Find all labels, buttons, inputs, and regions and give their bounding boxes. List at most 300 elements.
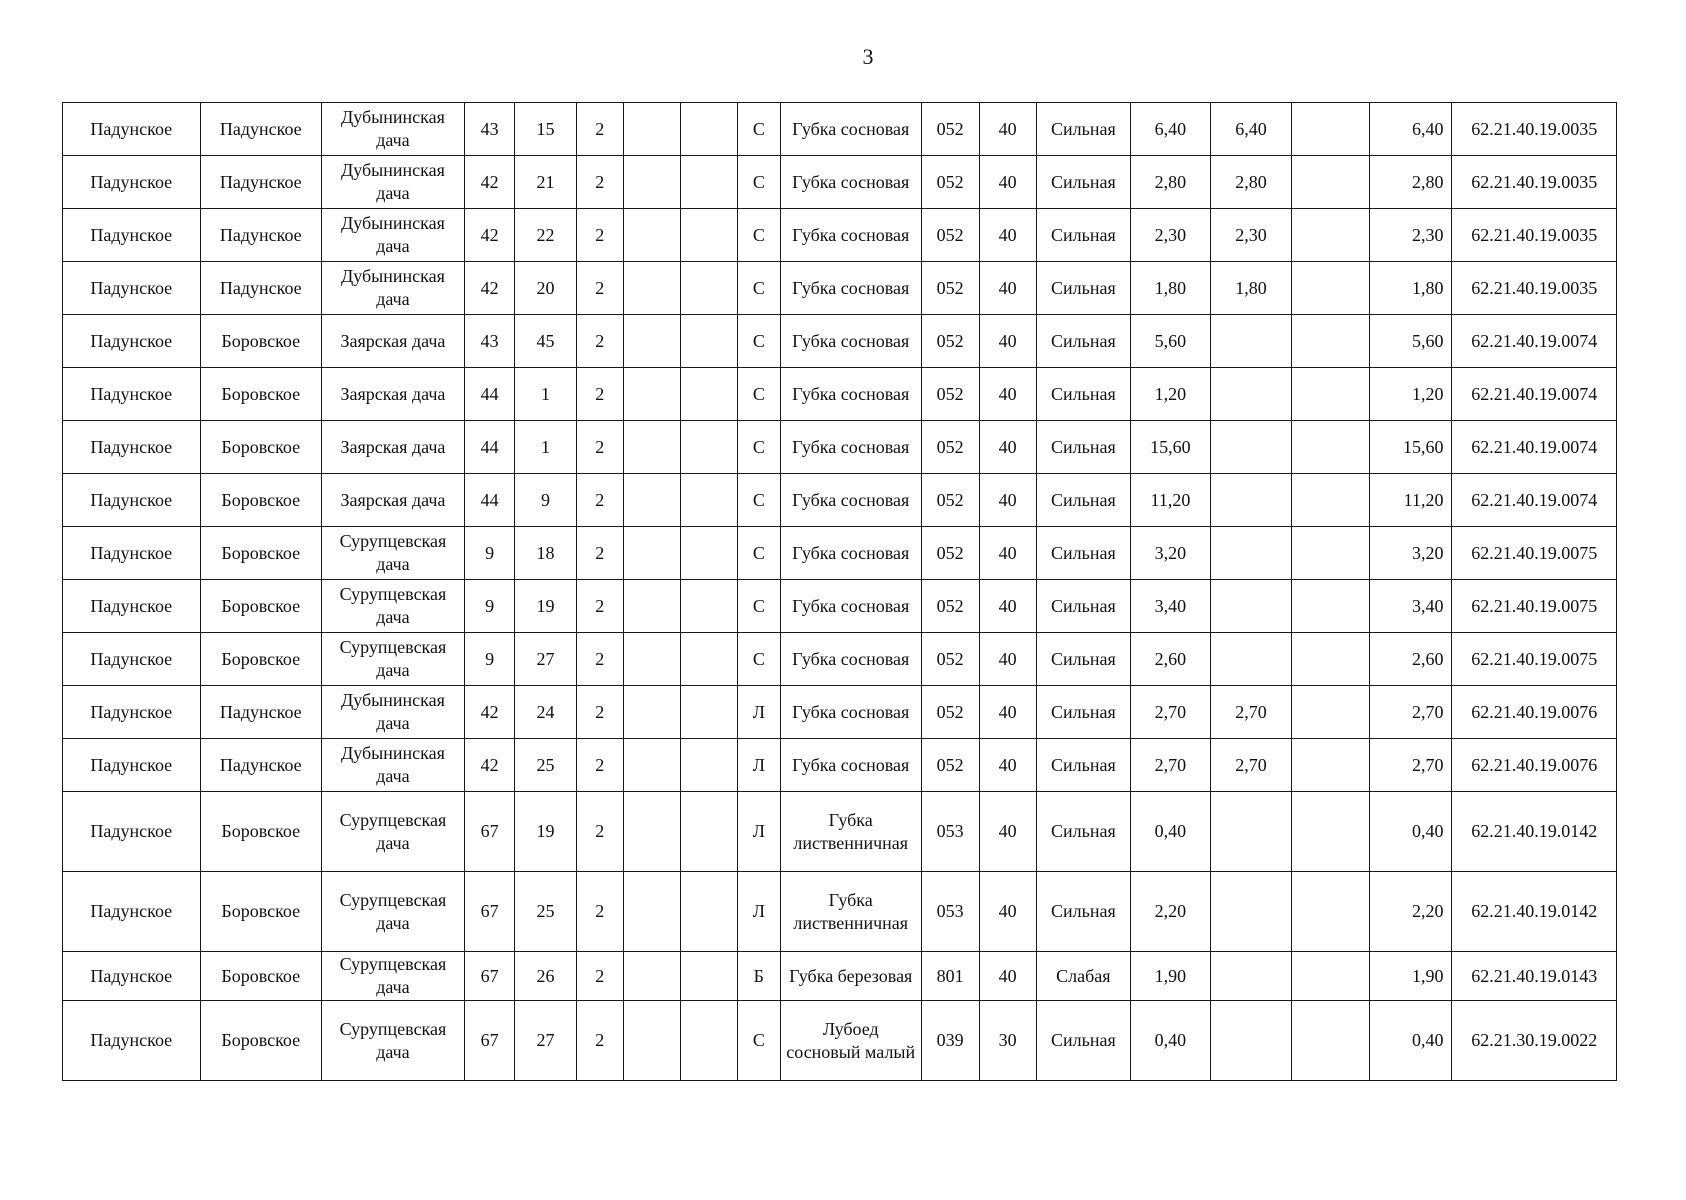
cell-col-7 <box>623 368 680 421</box>
cell-quarter: 43 <box>464 315 515 368</box>
cell-plot: 2 <box>576 156 623 209</box>
cell-pest-code: 052 <box>921 580 979 633</box>
cell-quarter: 67 <box>464 872 515 952</box>
cell-area-c: 1,90 <box>1369 952 1452 1001</box>
cell-damage-code: 40 <box>979 262 1036 315</box>
cell-area-b <box>1292 952 1369 1001</box>
cell-species: С <box>737 527 780 580</box>
cell-pest: Губка сосновая <box>780 421 921 474</box>
cell-district-forestry: Боровское <box>200 580 321 633</box>
cell-dacha: Заярская дача <box>321 474 464 527</box>
cell-pest: Губка сосновая <box>780 262 921 315</box>
cell-intensity: Сильная <box>1036 368 1131 421</box>
table-row <box>63 1001 1617 1081</box>
cell-pest: Губка сосновая <box>780 527 921 580</box>
cell-area-c: 5,60 <box>1369 315 1452 368</box>
cell-area-total: 6,40 <box>1131 103 1211 156</box>
cell-quarter: 44 <box>464 421 515 474</box>
cell-forestry: Падунское <box>63 527 201 580</box>
cell-quarter: 42 <box>464 156 515 209</box>
cell-damage-code: 40 <box>979 792 1036 872</box>
cell-plot: 2 <box>576 739 623 792</box>
cell-area-total: 2,70 <box>1131 739 1211 792</box>
cell-code: 62.21.30.19.0022 <box>1452 1001 1617 1081</box>
cell-quarter: 67 <box>464 952 515 1001</box>
cell-area-total: 5,60 <box>1131 315 1211 368</box>
cell-species: С <box>737 262 780 315</box>
cell-area-c: 2,20 <box>1369 872 1452 952</box>
cell-forestry: Падунское <box>63 262 201 315</box>
cell-area-total: 1,20 <box>1131 368 1211 421</box>
cell-pest: Губка сосновая <box>780 315 921 368</box>
cell-allotment: 15 <box>515 103 576 156</box>
cell-pest-code: 052 <box>921 103 979 156</box>
cell-code: 62.21.40.19.0142 <box>1452 872 1617 952</box>
cell-pest-code: 039 <box>921 1001 979 1081</box>
cell-col-8 <box>680 315 737 368</box>
cell-dacha: Дубынинская дача <box>321 262 464 315</box>
cell-code: 62.21.40.19.0076 <box>1452 739 1617 792</box>
cell-intensity: Сильная <box>1036 1001 1131 1081</box>
cell-forestry: Падунское <box>63 872 201 952</box>
cell-damage-code: 40 <box>979 872 1036 952</box>
data-table <box>62 102 1617 1081</box>
cell-species: С <box>737 103 780 156</box>
cell-col-7 <box>623 209 680 262</box>
cell-damage-code: 40 <box>979 103 1036 156</box>
cell-forestry: Падунское <box>63 474 201 527</box>
cell-plot: 2 <box>576 633 623 686</box>
cell-area-b <box>1292 633 1369 686</box>
cell-forestry: Падунское <box>63 156 201 209</box>
table-row <box>63 633 1617 686</box>
cell-col-8 <box>680 872 737 952</box>
cell-col-8 <box>680 262 737 315</box>
cell-pest-code: 052 <box>921 156 979 209</box>
cell-pest-code: 052 <box>921 209 979 262</box>
cell-dacha: Сурупцевская дача <box>321 1001 464 1081</box>
cell-district-forestry: Боровское <box>200 633 321 686</box>
cell-col-7 <box>623 156 680 209</box>
cell-forestry: Падунское <box>63 952 201 1001</box>
cell-quarter: 44 <box>464 474 515 527</box>
cell-area-c: 6,40 <box>1369 103 1452 156</box>
cell-pest: Губка сосновая <box>780 686 921 739</box>
cell-allotment: 22 <box>515 209 576 262</box>
cell-damage-code: 40 <box>979 633 1036 686</box>
cell-area-b <box>1292 156 1369 209</box>
cell-intensity: Сильная <box>1036 103 1131 156</box>
cell-area-c: 2,80 <box>1369 156 1452 209</box>
table-row <box>63 952 1617 1001</box>
cell-col-7 <box>623 872 680 952</box>
cell-pest: Губка сосновая <box>780 368 921 421</box>
cell-plot: 2 <box>576 474 623 527</box>
cell-pest: Губка березовая <box>780 952 921 1001</box>
cell-code: 62.21.40.19.0142 <box>1452 792 1617 872</box>
cell-forestry: Падунское <box>63 315 201 368</box>
cell-allotment: 1 <box>515 368 576 421</box>
table-row <box>63 421 1617 474</box>
cell-damage-code: 40 <box>979 421 1036 474</box>
cell-district-forestry: Боровское <box>200 368 321 421</box>
cell-intensity: Сильная <box>1036 686 1131 739</box>
cell-pest: Губка лиственничная <box>780 872 921 952</box>
cell-area-b <box>1292 262 1369 315</box>
cell-intensity: Сильная <box>1036 209 1131 262</box>
table-row <box>63 368 1617 421</box>
cell-quarter: 9 <box>464 580 515 633</box>
cell-area-a <box>1210 792 1292 872</box>
cell-allotment: 19 <box>515 792 576 872</box>
table-row <box>63 156 1617 209</box>
cell-area-a <box>1210 315 1292 368</box>
table-body <box>63 103 1617 1081</box>
cell-species: Л <box>737 792 780 872</box>
cell-allotment: 21 <box>515 156 576 209</box>
cell-area-total: 2,20 <box>1131 872 1211 952</box>
cell-col-7 <box>623 1001 680 1081</box>
cell-pest: Губка сосновая <box>780 209 921 262</box>
cell-dacha: Сурупцевская дача <box>321 527 464 580</box>
cell-plot: 2 <box>576 792 623 872</box>
cell-col-8 <box>680 952 737 1001</box>
cell-area-a: 2,80 <box>1210 156 1292 209</box>
cell-code: 62.21.40.19.0074 <box>1452 315 1617 368</box>
cell-area-b <box>1292 315 1369 368</box>
cell-col-8 <box>680 792 737 872</box>
cell-damage-code: 40 <box>979 952 1036 1001</box>
cell-col-8 <box>680 474 737 527</box>
cell-district-forestry: Боровское <box>200 421 321 474</box>
cell-plot: 2 <box>576 421 623 474</box>
cell-species: С <box>737 209 780 262</box>
table-row <box>63 686 1617 739</box>
cell-allotment: 24 <box>515 686 576 739</box>
cell-area-total: 3,20 <box>1131 527 1211 580</box>
cell-col-7 <box>623 421 680 474</box>
cell-area-a <box>1210 872 1292 952</box>
cell-dacha: Дубынинская дача <box>321 209 464 262</box>
cell-quarter: 9 <box>464 633 515 686</box>
cell-forestry: Падунское <box>63 633 201 686</box>
cell-area-total: 0,40 <box>1131 1001 1211 1081</box>
cell-col-7 <box>623 686 680 739</box>
cell-area-total: 15,60 <box>1131 421 1211 474</box>
cell-area-a <box>1210 633 1292 686</box>
cell-code: 62.21.40.19.0074 <box>1452 421 1617 474</box>
cell-forestry: Падунское <box>63 368 201 421</box>
cell-quarter: 9 <box>464 527 515 580</box>
cell-pest-code: 052 <box>921 527 979 580</box>
cell-area-c: 15,60 <box>1369 421 1452 474</box>
cell-col-7 <box>623 474 680 527</box>
cell-forestry: Падунское <box>63 1001 201 1081</box>
cell-area-total: 2,70 <box>1131 686 1211 739</box>
cell-dacha: Заярская дача <box>321 421 464 474</box>
cell-dacha: Заярская дача <box>321 368 464 421</box>
cell-area-a <box>1210 527 1292 580</box>
cell-dacha: Заярская дача <box>321 315 464 368</box>
cell-area-total: 1,80 <box>1131 262 1211 315</box>
cell-district-forestry: Падунское <box>200 103 321 156</box>
cell-area-total: 3,40 <box>1131 580 1211 633</box>
cell-pest-code: 052 <box>921 474 979 527</box>
cell-code: 62.21.40.19.0076 <box>1452 686 1617 739</box>
cell-district-forestry: Боровское <box>200 1001 321 1081</box>
cell-dacha: Дубынинская дача <box>321 103 464 156</box>
cell-pest: Губка сосновая <box>780 580 921 633</box>
cell-damage-code: 40 <box>979 368 1036 421</box>
cell-allotment: 45 <box>515 315 576 368</box>
cell-species: Л <box>737 739 780 792</box>
cell-pest-code: 052 <box>921 686 979 739</box>
cell-col-7 <box>623 315 680 368</box>
cell-pest: Губка сосновая <box>780 633 921 686</box>
cell-code: 62.21.40.19.0035 <box>1452 156 1617 209</box>
cell-intensity: Сильная <box>1036 474 1131 527</box>
cell-pest: Лубоед сосновый малый <box>780 1001 921 1081</box>
cell-damage-code: 40 <box>979 156 1036 209</box>
cell-district-forestry: Боровское <box>200 952 321 1001</box>
cell-area-a: 2,70 <box>1210 739 1292 792</box>
cell-plot: 2 <box>576 315 623 368</box>
cell-area-a <box>1210 1001 1292 1081</box>
cell-area-total: 2,60 <box>1131 633 1211 686</box>
table-row <box>63 792 1617 872</box>
cell-forestry: Падунское <box>63 103 201 156</box>
cell-pest-code: 052 <box>921 739 979 792</box>
cell-area-a: 2,70 <box>1210 686 1292 739</box>
cell-code: 62.21.40.19.0075 <box>1452 633 1617 686</box>
cell-plot: 2 <box>576 872 623 952</box>
cell-allotment: 1 <box>515 421 576 474</box>
cell-forestry: Падунское <box>63 421 201 474</box>
cell-dacha: Дубынинская дача <box>321 686 464 739</box>
cell-allotment: 19 <box>515 580 576 633</box>
cell-intensity: Слабая <box>1036 952 1131 1001</box>
cell-allotment: 26 <box>515 952 576 1001</box>
cell-allotment: 27 <box>515 1001 576 1081</box>
cell-dacha: Сурупцевская дача <box>321 633 464 686</box>
cell-quarter: 42 <box>464 739 515 792</box>
cell-col-8 <box>680 421 737 474</box>
cell-area-a <box>1210 368 1292 421</box>
cell-code: 62.21.40.19.0035 <box>1452 209 1617 262</box>
cell-district-forestry: Боровское <box>200 474 321 527</box>
cell-district-forestry: Боровское <box>200 792 321 872</box>
cell-quarter: 43 <box>464 103 515 156</box>
cell-col-8 <box>680 580 737 633</box>
cell-col-7 <box>623 103 680 156</box>
cell-species: С <box>737 474 780 527</box>
cell-forestry: Падунское <box>63 209 201 262</box>
cell-col-8 <box>680 368 737 421</box>
cell-damage-code: 40 <box>979 315 1036 368</box>
cell-col-8 <box>680 156 737 209</box>
cell-pest-code: 052 <box>921 262 979 315</box>
cell-pest-code: 052 <box>921 633 979 686</box>
cell-allotment: 27 <box>515 633 576 686</box>
cell-col-8 <box>680 209 737 262</box>
table-row <box>63 209 1617 262</box>
cell-dacha: Дубынинская дача <box>321 156 464 209</box>
cell-area-total: 11,20 <box>1131 474 1211 527</box>
cell-code: 62.21.40.19.0075 <box>1452 527 1617 580</box>
cell-intensity: Сильная <box>1036 156 1131 209</box>
cell-pest: Губка сосновая <box>780 156 921 209</box>
cell-col-7 <box>623 952 680 1001</box>
cell-district-forestry: Боровское <box>200 315 321 368</box>
cell-area-total: 2,30 <box>1131 209 1211 262</box>
cell-area-c: 2,70 <box>1369 739 1452 792</box>
cell-plot: 2 <box>576 368 623 421</box>
cell-area-b <box>1292 1001 1369 1081</box>
cell-plot: 2 <box>576 103 623 156</box>
cell-intensity: Сильная <box>1036 580 1131 633</box>
cell-forestry: Падунское <box>63 739 201 792</box>
cell-species: Л <box>737 872 780 952</box>
cell-district-forestry: Падунское <box>200 156 321 209</box>
cell-area-b <box>1292 103 1369 156</box>
cell-area-b <box>1292 580 1369 633</box>
cell-code: 62.21.40.19.0143 <box>1452 952 1617 1001</box>
cell-col-7 <box>623 739 680 792</box>
cell-area-c: 2,60 <box>1369 633 1452 686</box>
cell-area-c: 3,40 <box>1369 580 1452 633</box>
cell-species: С <box>737 1001 780 1081</box>
page-number: 3 <box>862 44 874 69</box>
cell-pest-code: 052 <box>921 421 979 474</box>
cell-damage-code: 40 <box>979 686 1036 739</box>
cell-col-8 <box>680 527 737 580</box>
cell-area-b <box>1292 368 1369 421</box>
cell-forestry: Падунское <box>63 792 201 872</box>
cell-district-forestry: Боровское <box>200 527 321 580</box>
cell-area-a <box>1210 580 1292 633</box>
cell-pest: Губка сосновая <box>780 474 921 527</box>
cell-area-c: 0,40 <box>1369 792 1452 872</box>
cell-area-a <box>1210 952 1292 1001</box>
cell-plot: 2 <box>576 527 623 580</box>
cell-quarter: 67 <box>464 1001 515 1081</box>
cell-pest-code: 052 <box>921 315 979 368</box>
cell-damage-code: 40 <box>979 527 1036 580</box>
cell-area-a <box>1210 421 1292 474</box>
cell-intensity: Сильная <box>1036 262 1131 315</box>
cell-allotment: 18 <box>515 527 576 580</box>
cell-intensity: Сильная <box>1036 792 1131 872</box>
cell-area-b <box>1292 527 1369 580</box>
cell-area-a <box>1210 474 1292 527</box>
cell-species: С <box>737 580 780 633</box>
cell-area-c: 1,80 <box>1369 262 1452 315</box>
cell-dacha: Сурупцевская дача <box>321 952 464 1001</box>
cell-quarter: 44 <box>464 368 515 421</box>
cell-district-forestry: Боровское <box>200 872 321 952</box>
cell-dacha: Сурупцевская дача <box>321 792 464 872</box>
cell-col-8 <box>680 686 737 739</box>
cell-district-forestry: Падунское <box>200 739 321 792</box>
cell-area-b <box>1292 421 1369 474</box>
cell-species: С <box>737 156 780 209</box>
cell-col-7 <box>623 792 680 872</box>
cell-area-b <box>1292 739 1369 792</box>
cell-damage-code: 40 <box>979 580 1036 633</box>
cell-allotment: 25 <box>515 739 576 792</box>
cell-district-forestry: Падунское <box>200 686 321 739</box>
cell-area-total: 0,40 <box>1131 792 1211 872</box>
cell-dacha: Дубынинская дача <box>321 739 464 792</box>
cell-area-c: 0,40 <box>1369 1001 1452 1081</box>
cell-area-b <box>1292 872 1369 952</box>
cell-area-c: 2,30 <box>1369 209 1452 262</box>
table-row <box>63 527 1617 580</box>
cell-area-a: 1,80 <box>1210 262 1292 315</box>
cell-district-forestry: Падунское <box>200 262 321 315</box>
cell-intensity: Сильная <box>1036 739 1131 792</box>
cell-damage-code: 40 <box>979 209 1036 262</box>
cell-area-b <box>1292 474 1369 527</box>
cell-dacha: Сурупцевская дача <box>321 580 464 633</box>
table-row <box>63 872 1617 952</box>
cell-col-7 <box>623 580 680 633</box>
cell-area-c: 11,20 <box>1369 474 1452 527</box>
cell-damage-code: 40 <box>979 474 1036 527</box>
cell-area-c: 2,70 <box>1369 686 1452 739</box>
table-row <box>63 262 1617 315</box>
cell-species: Л <box>737 686 780 739</box>
cell-col-7 <box>623 633 680 686</box>
cell-col-8 <box>680 1001 737 1081</box>
cell-species: С <box>737 421 780 474</box>
table-row <box>63 739 1617 792</box>
cell-forestry: Падунское <box>63 580 201 633</box>
cell-quarter: 42 <box>464 262 515 315</box>
table-row <box>63 474 1617 527</box>
cell-allotment: 25 <box>515 872 576 952</box>
cell-code: 62.21.40.19.0035 <box>1452 103 1617 156</box>
cell-code: 62.21.40.19.0074 <box>1452 368 1617 421</box>
cell-area-c: 1,20 <box>1369 368 1452 421</box>
cell-area-c: 3,20 <box>1369 527 1452 580</box>
cell-pest-code: 053 <box>921 792 979 872</box>
table-row <box>63 103 1617 156</box>
cell-intensity: Сильная <box>1036 421 1131 474</box>
cell-quarter: 42 <box>464 209 515 262</box>
cell-area-a: 6,40 <box>1210 103 1292 156</box>
cell-intensity: Сильная <box>1036 315 1131 368</box>
cell-forestry: Падунское <box>63 686 201 739</box>
cell-pest-code: 053 <box>921 872 979 952</box>
table-row <box>63 580 1617 633</box>
cell-col-8 <box>680 633 737 686</box>
cell-plot: 2 <box>576 209 623 262</box>
cell-pest: Губка сосновая <box>780 739 921 792</box>
cell-area-total: 1,90 <box>1131 952 1211 1001</box>
cell-code: 62.21.40.19.0075 <box>1452 580 1617 633</box>
cell-species: С <box>737 315 780 368</box>
cell-allotment: 9 <box>515 474 576 527</box>
cell-plot: 2 <box>576 686 623 739</box>
cell-intensity: Сильная <box>1036 633 1131 686</box>
cell-plot: 2 <box>576 952 623 1001</box>
cell-code: 62.21.40.19.0035 <box>1452 262 1617 315</box>
cell-species: С <box>737 633 780 686</box>
cell-quarter: 67 <box>464 792 515 872</box>
cell-plot: 2 <box>576 262 623 315</box>
cell-area-b <box>1292 209 1369 262</box>
